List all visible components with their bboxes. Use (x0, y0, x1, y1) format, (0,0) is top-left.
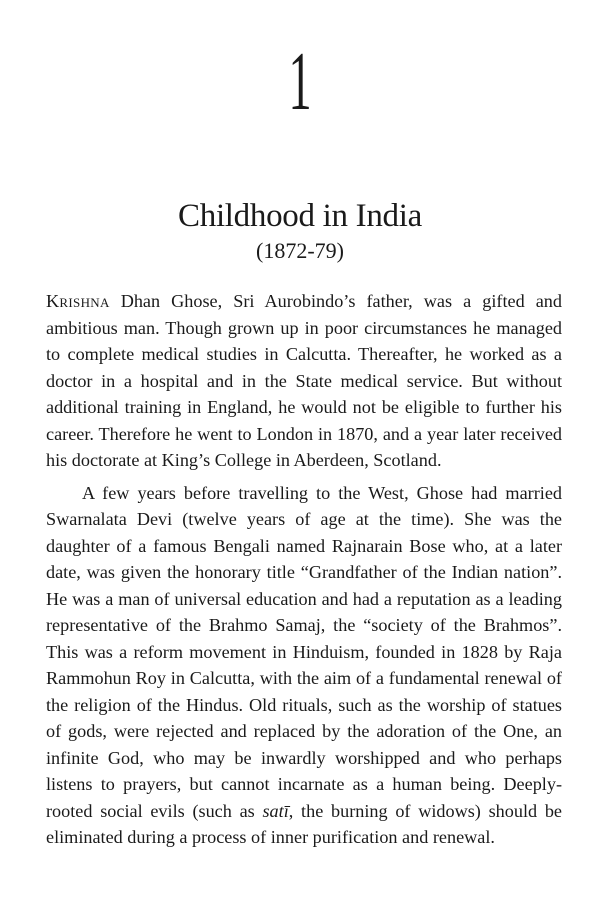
paragraph-2-text-after: , the burning of widows) should be eliminated during a process of inner purification and renewal. (46, 800, 563, 847)
chapter-title: Childhood in India (178, 198, 422, 234)
paragraph-2-italic-term: satī (262, 800, 289, 821)
paragraph-2 (46, 480, 562, 851)
chapter-body (46, 288, 562, 851)
paragraph-2-text-before: A few years before travelling to the West, Ghose had married Swarnalata Devi (twelve years of age at the time). She was the daughter of a famous Bengali named Rajnarain Bose who, at a later date, was given the honorary title “Grandfather of the Indian nation”. He was a man of universal education and had a reputation as a leading representative of the Brahmo Samaj, the “society of the Brahmos”. This was a reform movement in Hinduism, founded in 1828 by Raja Rammohun Roy in Calcutta, with the aim of a fundamental renewal of the religion of the Hindus. Old rituals, such as the worship of statues of gods, were rejected and replaced by the adoration of the One, an infinite God, who may be inwardly worshipped and who perhaps listens to prayers, but cannot incarnate as a human being. Deeply-rooted social evils (such as (46, 482, 562, 821)
paragraph-lead-word: Krishna (46, 291, 110, 311)
paragraph-1-text: Dhan Ghose, Sri Aurobindo’s father, was a gifted and ambitious man. Though grown up in poor circumstances he managed to complete medical studies in Calcutta. Thereafter, he worked as a doctor in a hospital and in the State medical service. But without additional training in England, he would not be eligible to further his career. Therefore he went to London in 1870, and a year later received his doctorate at King’s College in Aberdeen, Scotland. (46, 291, 562, 470)
chapter-years: (1872-79) (256, 238, 344, 263)
paragraph-1 (46, 288, 562, 474)
chapter-number: 1 (288, 35, 312, 128)
